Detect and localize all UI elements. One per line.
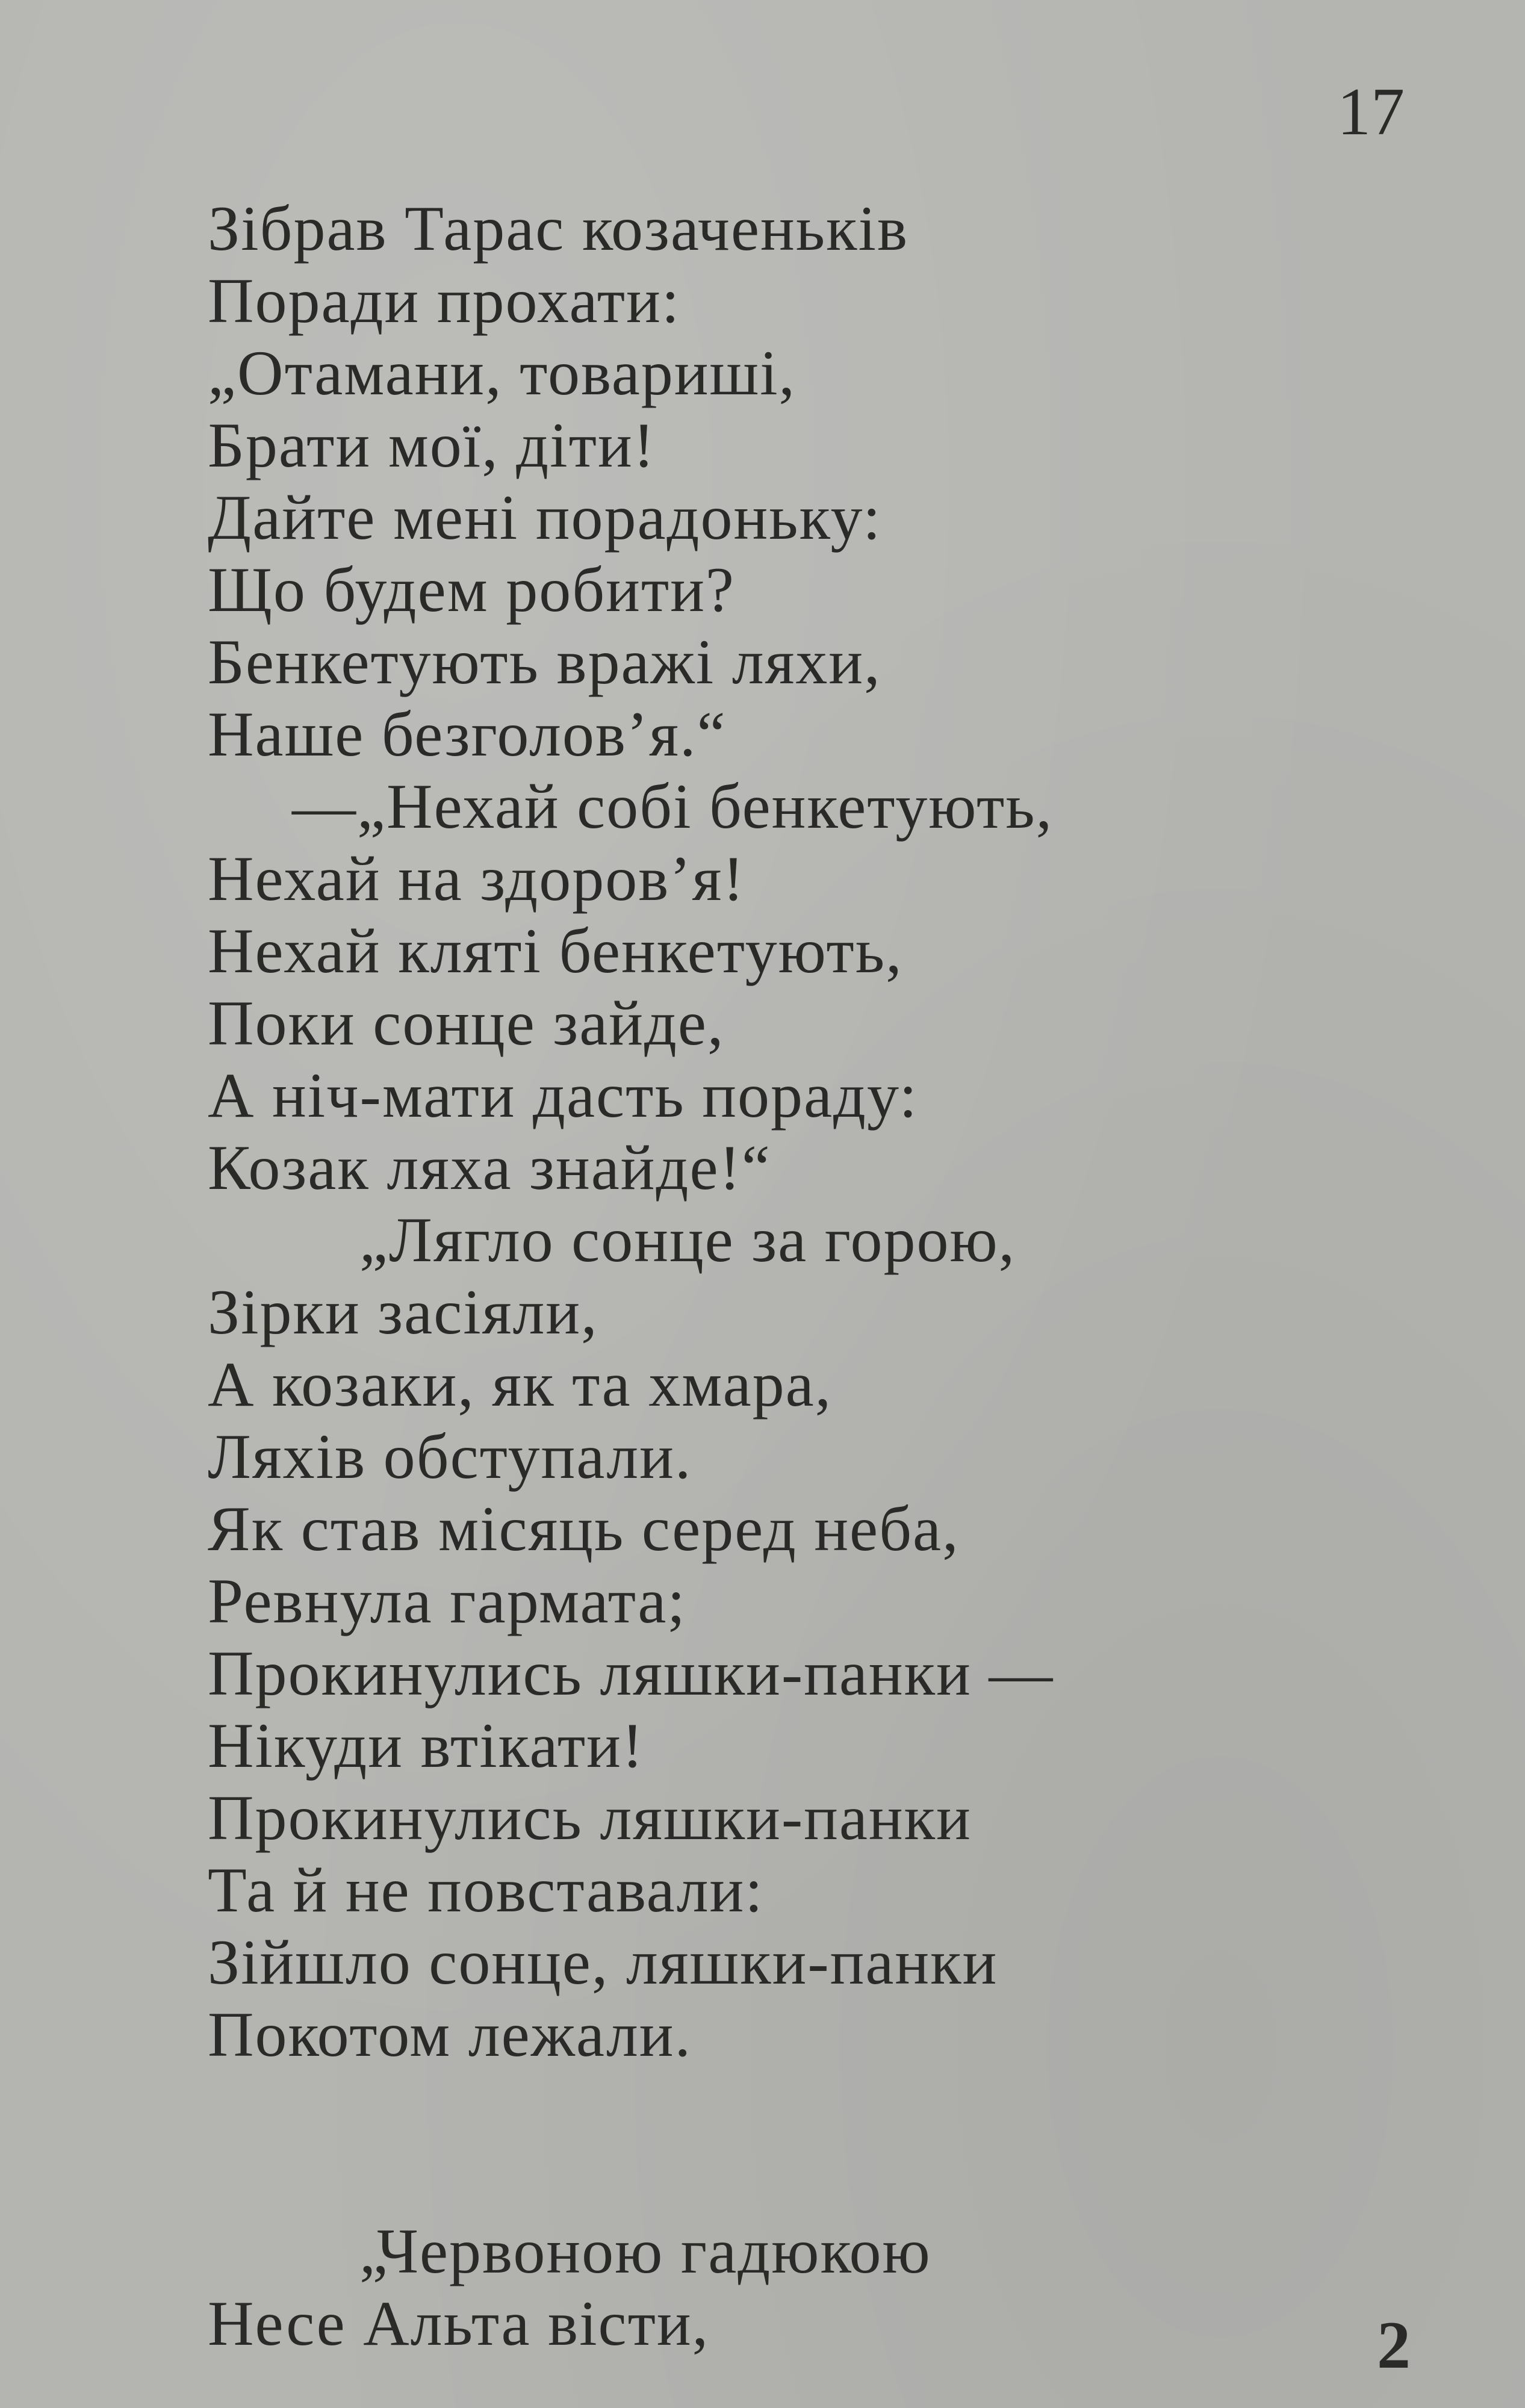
poem-line: Нехай на здоров’я! xyxy=(208,843,745,914)
poem-line: Дайте мені порадоньку: xyxy=(208,482,882,553)
poem-line: —„Нехай собі бенкетують, xyxy=(292,771,1054,842)
poem-line: „Червоною гадюкою xyxy=(359,2216,931,2286)
poem-line: „Лягло сонце за горою, xyxy=(359,1205,1016,1275)
sheet-signature-number: 2 xyxy=(1377,2308,1411,2383)
poem-line: Нікуди втікати! xyxy=(208,1710,645,1781)
poem-line: А ніч-мати дасть пораду: xyxy=(208,1060,918,1131)
poem-line: Як став місяць серед неба, xyxy=(208,1494,960,1564)
poem-line: Зійшло сонце, ляшки-панки xyxy=(208,1927,998,1997)
poem-line: Нехай кляті бенкетують, xyxy=(208,916,903,986)
poem-line: Бенкетують вражі ляхи, xyxy=(208,627,881,697)
poem-line: Ляхів обступали. xyxy=(208,1421,692,1492)
page-number: 17 xyxy=(1337,75,1405,149)
poem-line: А козаки, як та хмара, xyxy=(208,1349,833,1420)
poem-line: Зірки засіяли, xyxy=(208,1277,598,1347)
poem-line: Що будем робити? xyxy=(208,554,735,625)
poem-line: Ревнула гармата; xyxy=(208,1566,686,1636)
poem-line: Поради прохати: xyxy=(208,265,681,336)
stanza-break xyxy=(208,2071,1352,2215)
poem-line: Козак ляха знайде!“ xyxy=(208,1132,771,1203)
poem-line: „Отамани, товариші, xyxy=(208,338,797,408)
poem-line: Прокинулись ляшки-панки xyxy=(208,1783,972,1853)
poem-line: Прокинулись ляшки-панки — xyxy=(208,1638,1054,1708)
poem-line: Покотом лежали. xyxy=(208,1999,692,2070)
poem-line: Несе Альта вісти, xyxy=(208,2288,710,2359)
poem-line: Брати мої, діти! xyxy=(208,410,656,480)
poem-line: Поки сонце зайде, xyxy=(208,988,725,1058)
poem-line: Зібрав Тарас козаченьків xyxy=(208,193,909,264)
poem-line: Та й не повставали: xyxy=(208,1855,764,1925)
poem-line: Наше безголов’я.“ xyxy=(208,699,727,769)
poem-text xyxy=(208,193,1352,2360)
